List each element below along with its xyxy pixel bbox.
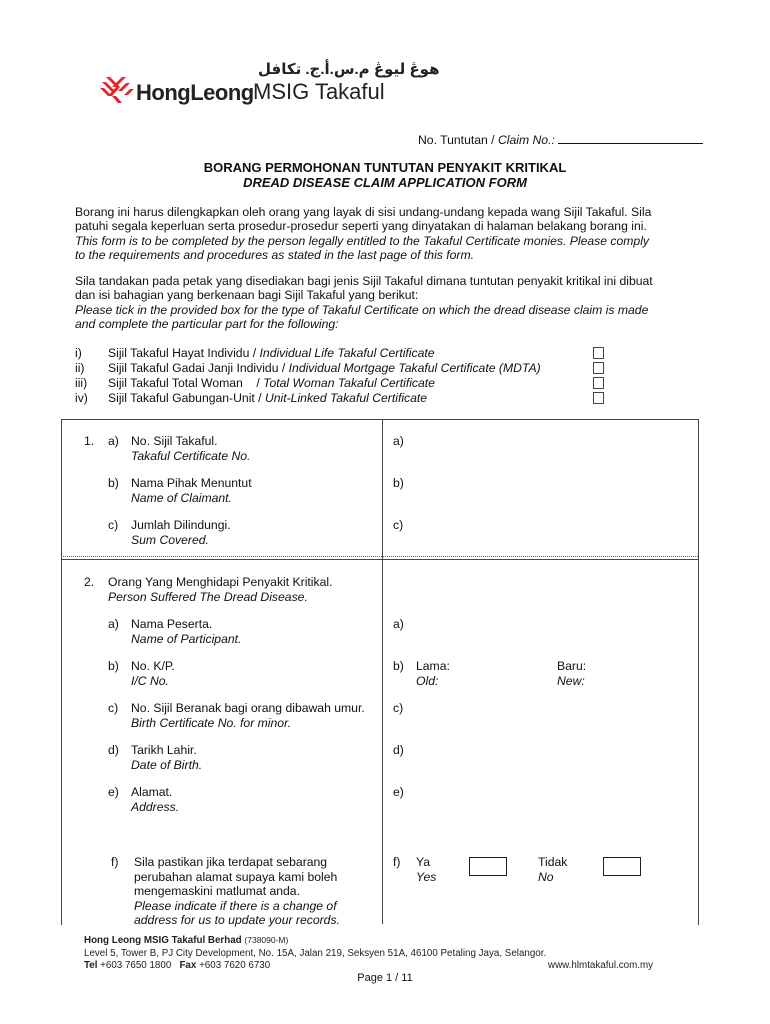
page-number: Page 1 / 11 — [357, 972, 413, 984]
item-label: Nama Pihak Menuntut Name of Claimant. — [131, 476, 252, 505]
form-title-english: DREAD DISEASE CLAIM APPLICATION FORM — [243, 175, 527, 190]
yes-label: Ya Yes — [416, 855, 437, 884]
claimant-name-field[interactable]: b) — [393, 476, 404, 490]
ic-old-label: Lama: Old: — [416, 659, 450, 688]
cert-type-num: ii) — [75, 361, 85, 375]
footer-address: Level 5, Tower B, PJ City Development, No. 15A, Jalan 219, Seksyen 51A, 46100 Petaling Jaya, Selangor. — [84, 948, 547, 959]
item-letter: a) — [108, 617, 119, 631]
company-logo — [100, 75, 134, 105]
intro-line: This form is to be completed by the person legally entitled to the Takaful Certificate monies. Please comply — [75, 233, 650, 248]
cert-type-checkbox[interactable] — [593, 392, 604, 404]
hong-leong-logo-icon — [100, 75, 134, 105]
footer-contact: Tel +603 7650 1800 Fax +603 7620 6730 — [84, 960, 271, 971]
certificate-no-field[interactable]: a) — [393, 434, 404, 448]
sum-covered-field[interactable]: c) — [393, 518, 404, 532]
intro-line: to the requirements and procedures as stated in the last page of this form. — [75, 247, 475, 262]
cert-type-checkbox[interactable] — [593, 377, 604, 389]
cert-type-label: Sijil Takaful Total Woman / Total Woman Takaful Certificate — [108, 376, 435, 390]
intro-paragraph-2 — [75, 274, 705, 331]
item-letter: b) — [108, 476, 119, 490]
section-divider — [61, 559, 698, 560]
section-heading: Orang Yang Menghidapi Penyakit Kritikal. Person Suffered The Dread Disease. — [108, 575, 333, 604]
ic-new-label: Baru: New: — [557, 659, 587, 688]
intro-line: patuhi segala keperluan serta prosedur-prosedur seperti yang dinyatakan di halaman belakang borang ini. — [75, 219, 647, 234]
item-label: No. Sijil Takaful. Takaful Certificate No. — [131, 434, 251, 463]
intro-line: Borang ini harus dilengkapkan oleh orang yang layak di sisi undang-undang kepada wang Sijil Takaful. Sila — [75, 205, 652, 219]
cert-type-num: iii) — [75, 376, 88, 390]
intro-line: and complete the particular part for the following: — [75, 316, 339, 331]
form-title-malay: BORANG PERMOHONAN TUNTUTAN PENYAKIT KRITIKAL — [203, 160, 567, 175]
item-label: No. K/P. I/C No. — [131, 659, 175, 688]
cert-type-label: Sijil Takaful Hayat Individu / Individual Life Takaful Certificate — [108, 346, 435, 360]
cert-type-label: Sijil Takaful Gadai Janji Individu / Individual Mortgage Takaful Certificate (MDTA) — [108, 361, 541, 375]
cert-type-checkbox[interactable] — [593, 362, 604, 374]
item-letter: c) — [108, 518, 119, 532]
claim-no-input-line[interactable] — [558, 132, 703, 144]
ic-no-field[interactable]: b) — [393, 659, 404, 673]
footer-company: Hong Leong MSIG Takaful Berhad (738090-M) — [84, 935, 289, 946]
address-change-answer: f) — [393, 855, 401, 869]
section-number: 2. — [84, 575, 95, 589]
section-number: 1. — [84, 434, 95, 448]
footer-website: www.hlmtakaful.com.my — [548, 960, 654, 971]
item-letter: d) — [108, 743, 119, 757]
item-letter: a) — [108, 434, 119, 448]
address-field[interactable]: e) — [393, 785, 404, 799]
participant-name-field[interactable]: a) — [393, 617, 404, 631]
item-label: Jumlah Dilindungi. Sum Covered. — [131, 518, 231, 547]
cert-type-label: Sijil Takaful Gabungan-Unit / Unit-Linked Takaful Certificate — [108, 391, 428, 405]
yes-checkbox[interactable] — [469, 857, 507, 876]
brand-msig-takaful: MSIG Takaful — [253, 79, 385, 104]
item-letter: b) — [108, 659, 119, 673]
item-label: No. Sijil Beranak bagi orang dibawah umur. Birth Certificate No. for minor. — [131, 701, 365, 730]
cert-type-num: iv) — [75, 391, 88, 405]
claim-no-label: No. Tuntutan / — [418, 133, 495, 147]
section-divider — [61, 556, 698, 557]
intro-line: Sila tandakan pada petak yang disediakan bagi jenis Sijil Takaful dimana tuntutan penyakit kritikal ini dibuat — [75, 274, 653, 288]
intro-paragraph-1 — [75, 205, 705, 262]
item-letter: c) — [108, 701, 119, 715]
birth-cert-field[interactable]: c) — [393, 701, 404, 715]
intro-line: dan isi bahagian yang berkenaan bagi Sijil Takaful yang berikut: — [75, 288, 419, 303]
item-letter: e) — [108, 785, 119, 799]
date-of-birth-field[interactable]: d) — [393, 743, 404, 757]
brand-hongleong: HongLeong — [136, 80, 254, 105]
item-label: Tarikh Lahir. Date of Birth. — [131, 743, 203, 772]
cert-type-checkbox[interactable] — [593, 347, 604, 359]
claim-no-field — [418, 132, 703, 147]
item-label: Nama Peserta. Name of Participant. — [131, 617, 242, 646]
intro-line: Please tick in the provided box for the type of Takaful Certificate on which the dread disease claim is made — [75, 302, 649, 317]
arabic-company-name: هوڠ ليوڠ م.س.أ.ج. تكافل — [258, 61, 440, 78]
no-checkbox[interactable] — [603, 857, 641, 876]
table-column-divider — [382, 419, 383, 924]
cert-type-num: i) — [75, 346, 82, 360]
claim-no-label-en: Claim No.: — [497, 133, 555, 147]
no-label: Tidak No — [538, 855, 568, 884]
item-label: Alamat. Address. — [131, 785, 180, 814]
item-letter: f) — [111, 855, 119, 869]
item-label: Sila pastikan jika terdapat sebarang perubahan alamat supaya kami boleh mengemaskini matlumat anda. Please indicate if there is a change of address for us to update your records. — [134, 855, 340, 927]
